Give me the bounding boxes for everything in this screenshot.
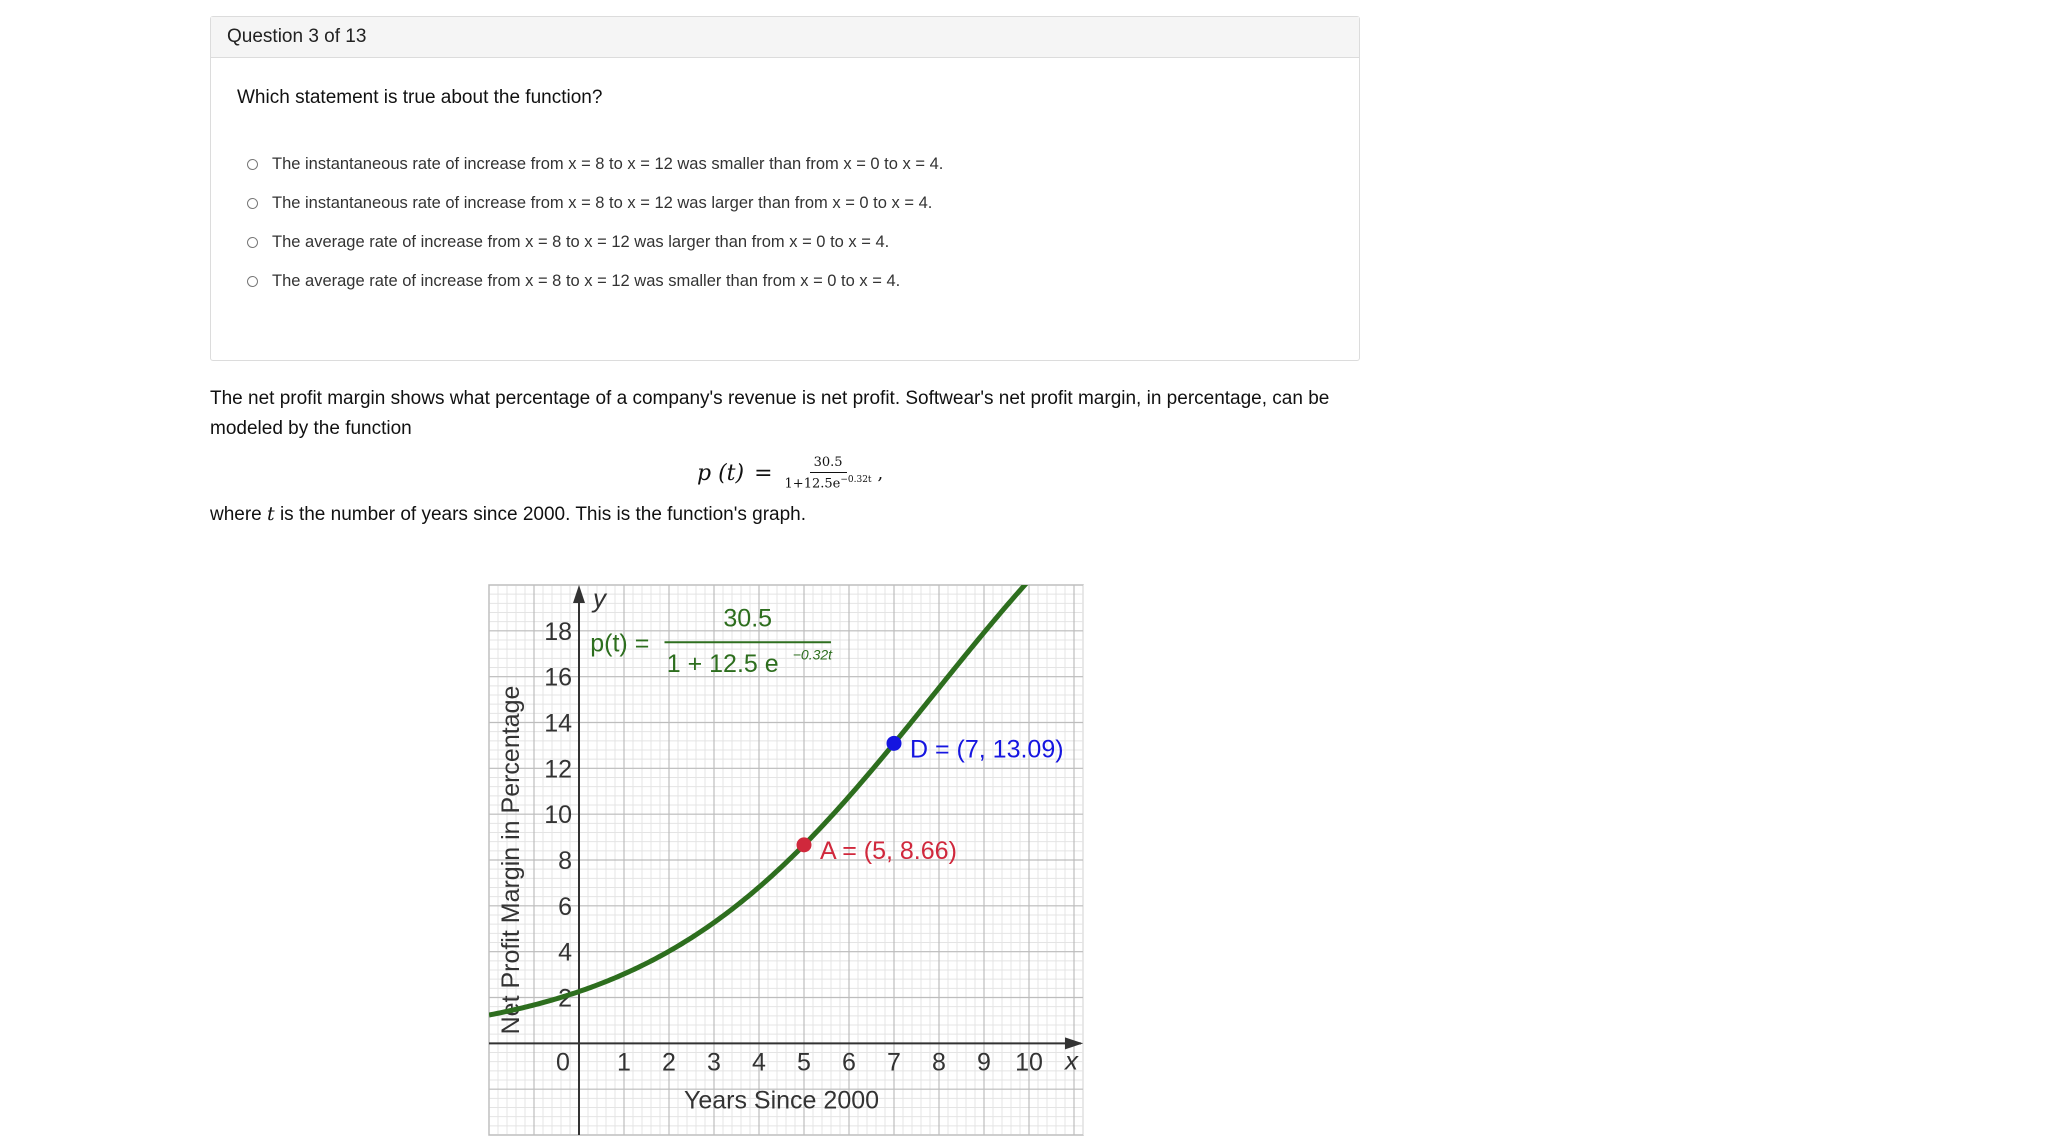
function-formula — [697, 455, 883, 491]
answer-option-1[interactable] — [247, 145, 943, 184]
y-tick-label: 8 — [558, 847, 572, 875]
y-tick-label: 16 — [544, 663, 572, 692]
y-tick-label: 12 — [544, 755, 572, 784]
point-d — [887, 736, 902, 751]
y-tick-label: 4 — [558, 938, 572, 967]
answer-option-label: The instantaneous rate of increase from x = 8 to x = 12 was larger than from x = 0 to x = 4. — [272, 194, 933, 212]
formula-numerator: 30.5 — [810, 455, 847, 473]
y-tick-label: 2 — [558, 984, 572, 1013]
function-graph — [486, 582, 1086, 1138]
answer-option-label: The instantaneous rate of increase from x = 8 to x = 12 was smaller than from x = 0 to x = 4. — [272, 155, 944, 173]
x-tick-label: 3 — [707, 1048, 721, 1077]
formula-equals: = — [754, 460, 773, 486]
radio-button[interactable] — [247, 159, 258, 170]
x-axis-letter: x — [1065, 1045, 1078, 1076]
x-tick-label: 4 — [752, 1048, 766, 1077]
x-tick-label: 2 — [662, 1048, 676, 1077]
variable-t: t — [267, 503, 275, 525]
radio-button[interactable] — [247, 276, 258, 287]
x-tick-label: 9 — [977, 1048, 991, 1077]
x-tick-label: 10 — [1015, 1048, 1043, 1077]
x-tick-label: 5 — [797, 1048, 811, 1077]
formula-fraction — [783, 455, 874, 491]
x-axis-title: Years Since 2000 — [683, 1086, 880, 1115]
formula-lhs: p (t) — [697, 460, 745, 486]
y-axis-letter: y — [593, 583, 606, 613]
formula-comma: , — [877, 462, 884, 484]
formula-exponent: −0.32t — [840, 475, 872, 485]
formula-denominator-base: 1+12.5e — [784, 476, 841, 492]
y-tick-label: 14 — [544, 709, 572, 738]
y-axis-title: Net Profit Margin in Percentage — [497, 685, 525, 1035]
radio-button[interactable] — [247, 237, 258, 248]
x-tick-label: 0 — [556, 1048, 570, 1077]
x-tick-label: 7 — [887, 1048, 901, 1077]
y-tick-label: 18 — [544, 617, 572, 646]
curve-label-lhs: p(t) = — [590, 629, 650, 658]
variable-description-post: is the number of years since 2000. This is the function's graph. — [274, 504, 807, 525]
passage-text: The net profit margin shows what percentage of a company's revenue is net profit. Softwear's net profit margin, in percentage, can be modeled by the function — [210, 388, 1330, 439]
answer-option-label: The average rate of increase from x = 8 to x = 12 was smaller than from x = 0 to x = 4. — [272, 272, 901, 290]
x-tick-label: 6 — [842, 1048, 856, 1077]
question-counter: Question 3 of 13 — [227, 26, 367, 47]
question-card — [210, 16, 1360, 361]
point-label: A = (5, 8.66) — [820, 836, 957, 865]
y-tick-label: 6 — [558, 892, 572, 921]
variable-description — [210, 503, 806, 526]
x-tick-label: 8 — [932, 1048, 946, 1077]
formula-denominator — [783, 473, 874, 491]
x-tick-label: 1 — [617, 1048, 631, 1077]
y-tick-label: 10 — [544, 801, 572, 830]
radio-button[interactable] — [247, 198, 258, 209]
variable-description-pre: where — [210, 504, 268, 525]
answer-option-label: The average rate of increase from x = 8 to x = 12 was larger than from x = 0 to x = 4. — [272, 233, 890, 251]
curve-label-numerator: 30.5 — [723, 604, 773, 633]
point-a — [797, 837, 812, 852]
curve-label-exponent: −0.32t — [792, 646, 833, 663]
point-label: D = (7, 13.09) — [910, 735, 1064, 764]
question-header — [211, 17, 1359, 58]
answer-option-4[interactable] — [247, 262, 943, 301]
answer-option-2[interactable] — [247, 184, 943, 223]
answer-options — [247, 145, 943, 301]
answer-option-3[interactable] — [247, 223, 943, 262]
question-prompt: Which statement is true about the function? — [237, 87, 603, 108]
curve-label-denominator: 1 + 12.5 e — [666, 650, 779, 679]
